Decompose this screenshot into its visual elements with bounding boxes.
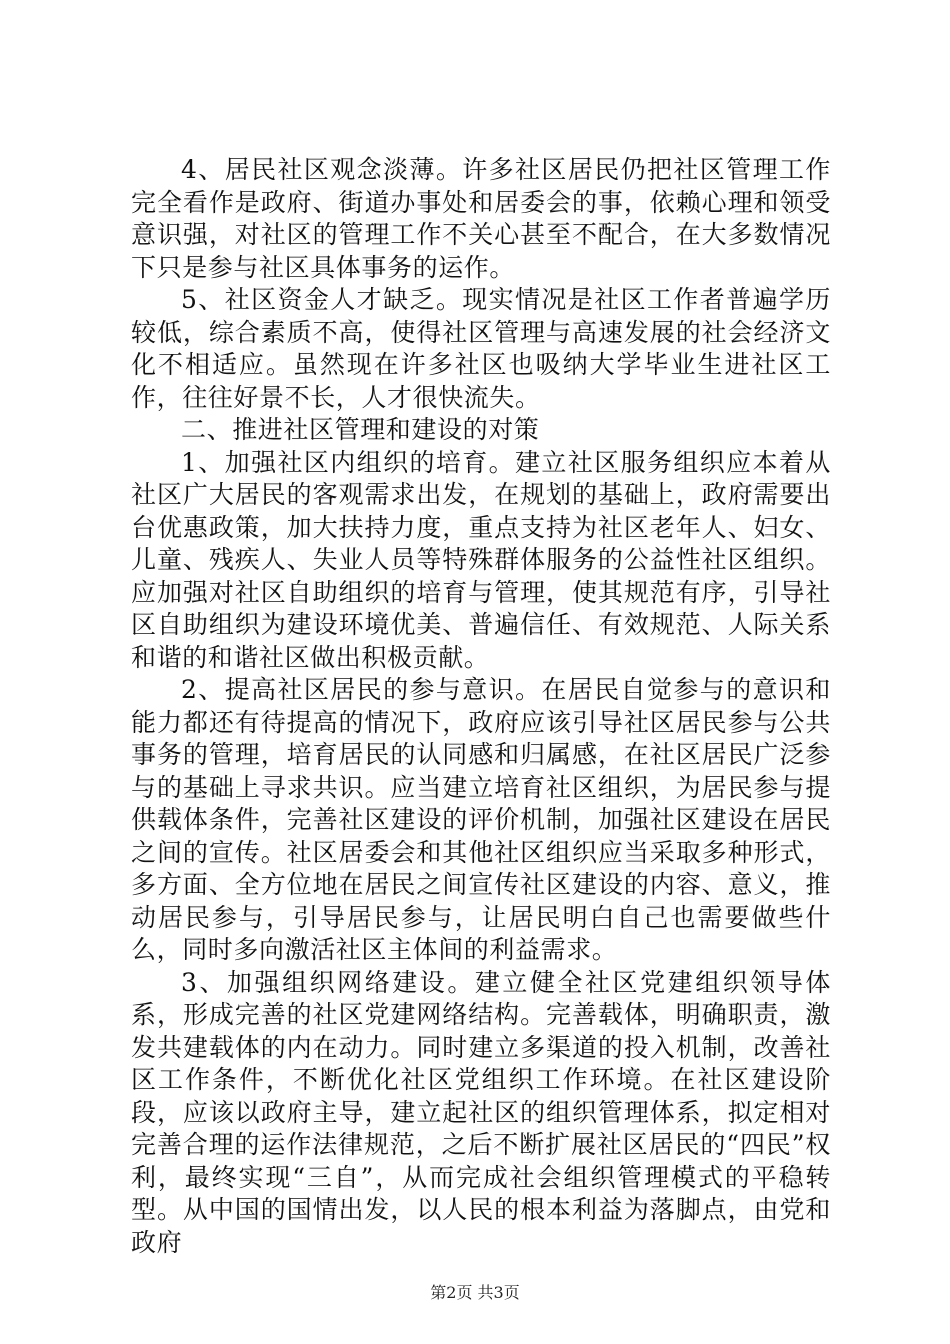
paragraph-participation-awareness: 2、提高社区居民的参与意识。在居民自觉参与的意识和能力都还有待提高的情况下，政府应该引导社区居民参与公共事务的管理，培育居民的认同感和归属感，在社区居民广泛参与的基础上寻求共识。应当建立培育社区组织，为居民参与提供载体条件，完善社区建设的评价机制，加强社区建设在居民之间的宣传。社区居委会和其他社区组织应当采取多种形式，多方面、全方位地在居民之间宣传社区建设的内容、意义，推动居民参与，引导居民参与，让居民明白自己也需要做些什么，同时多向激活社区主体间的利益需求。 (131, 675, 831, 964)
page-number-footer: 第2页 共3页 (430, 1283, 520, 1302)
paragraph-network-building: 3、加强组织网络建设。建立健全社区党建组织领导体系，形成完善的社区党建网络结构。完善载体，明确职责，激发共建载体的内在动力。同时建立多渠道的投入机制，改善社区工作条件，不断优化社区党组织工作环境。在社区建设阶段，应该以政府主导，建立起社区的组织管理体系，拟定相对完善合理的运作法律规范，之后不断扩展社区居民的“四民”权利，最终实现“三自”，从而完成社会组织管理模式的平稳转型。从中国的国情出发，以人民的根本利益为落脚点，由党和政府 (131, 967, 831, 1257)
paragraph-organization-cultivation: 1、加强社区内组织的培育。建立社区服务组织应本着从社区广大居民的客观需求出发，在规划的基础上，政府需要出台优惠政策，加大扶持力度，重点支持为社区老年人、妇女、儿童、残疾人、失业人员等特殊群体服务的公益性社区组织。应加强对社区自助组织的培育与管理，使其规范有序，引导社区自助组织为建设环境优美、普遍信任、有效规范、人际关系和谐的和谐社区做出积极贡献。 (131, 447, 831, 672)
document-body (131, 154, 831, 1259)
paragraph-funding-talent: 5、社区资金人才缺乏。现实情况是社区工作者普遍学历较低，综合素质不高，使得社区管理与高速发展的社会经济文化不相适应。虽然现在许多社区也吸纳大学毕业生进社区工作，往往好景不长，人才很快流失。 (131, 285, 831, 412)
paragraph-residents-awareness: 4、居民社区观念淡薄。许多社区居民仍把社区管理工作完全看作是政府、街道办事处和居委会的事，依赖心理和领受意识强，对社区的管理工作不关心甚至不配合，在大多数情况下只是参与社区具体事务的运作。 (131, 155, 831, 282)
section-heading-countermeasures: 二、推进社区管理和建设的对策 (181, 415, 540, 444)
